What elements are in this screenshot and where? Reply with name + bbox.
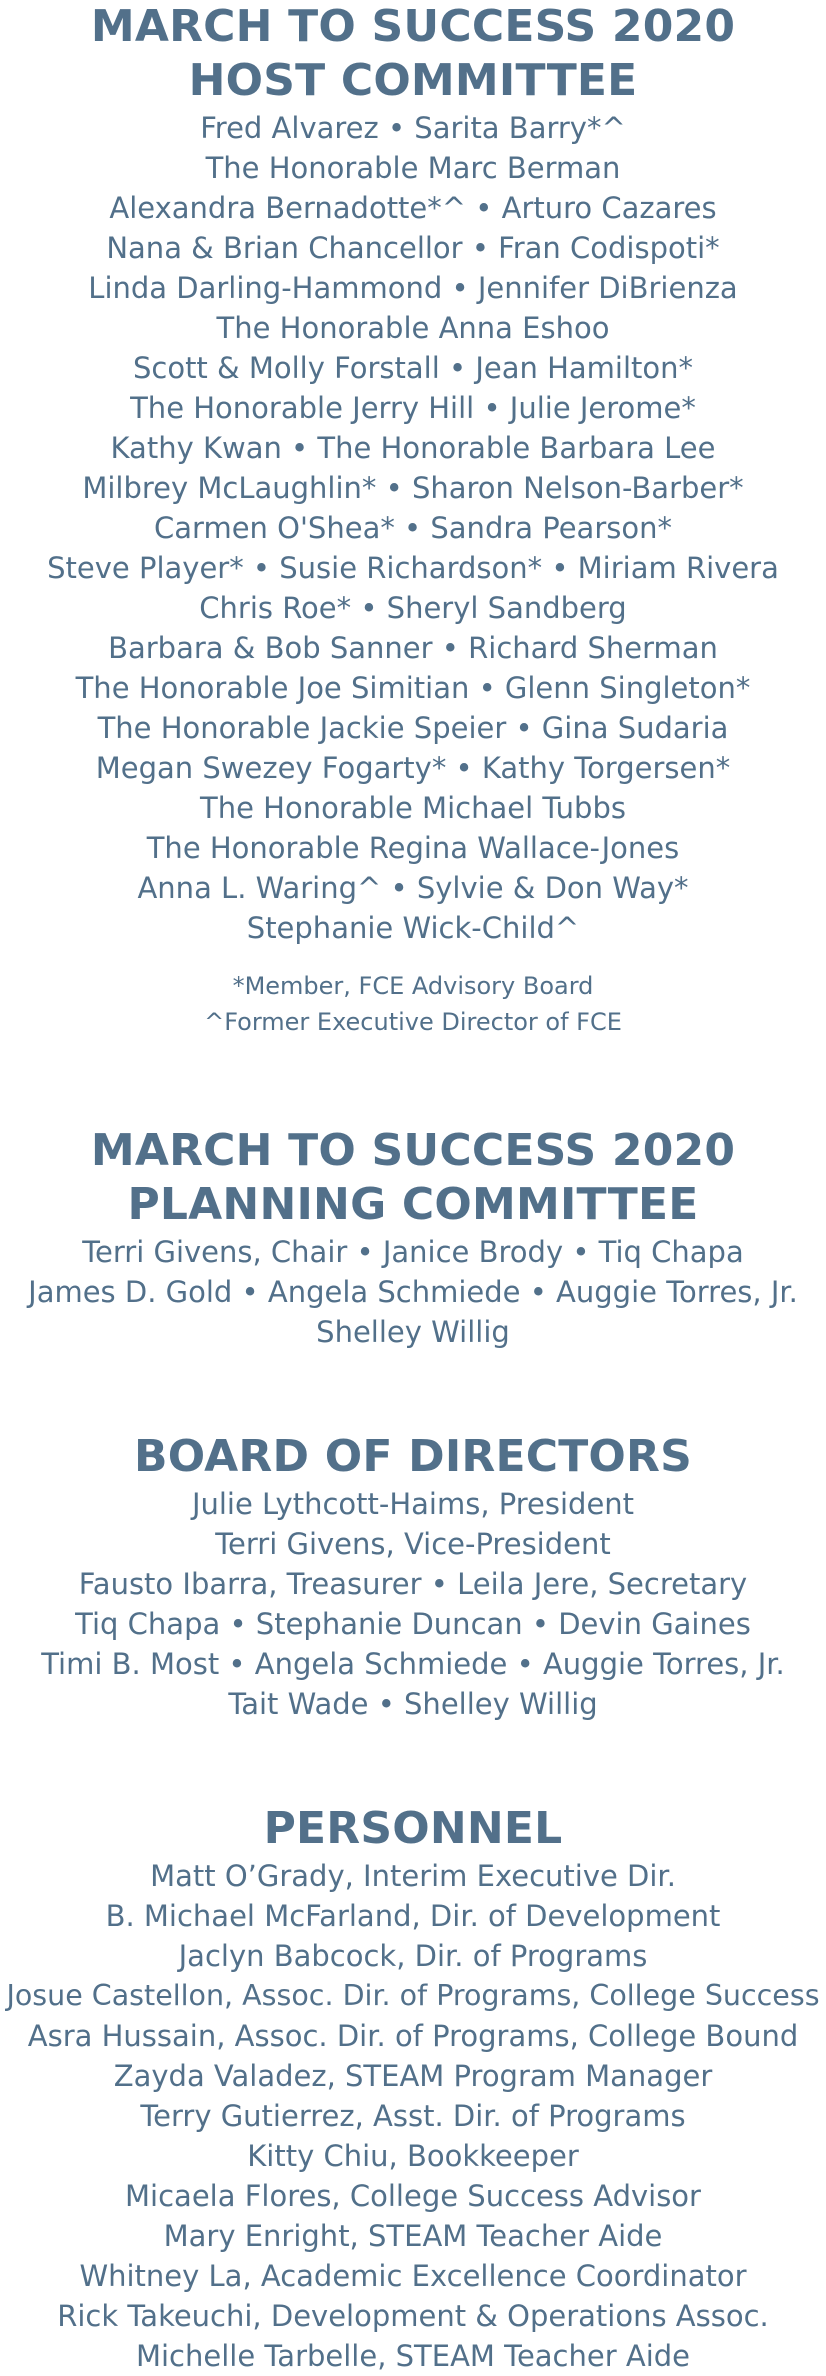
personnel-line: B. Michael McFarland, Dir. of Development [105,1899,721,1933]
board-line: Julie Lythcott-Haims, President [191,1487,635,1521]
host-committee-line: The Honorable Joe Simitian • Glenn Singleton* [75,671,751,705]
personnel-line: Zayda Valadez, STEAM Program Manager [113,2059,713,2093]
planning-committee-line: James D. Gold • Angela Schmiede • Auggie Torres, Jr. [28,1275,798,1309]
host-committee-line: The Honorable Regina Wallace-Jones [146,831,680,865]
personnel-section [0,1802,826,2376]
host-committee-line: Milbrey McLaughlin* • Sharon Nelson-Barber* [82,471,744,505]
host-committee-line: The Honorable Jackie Speier • Gina Sudaria [97,711,729,745]
host-committee-title-line1: MARCH TO SUCCESS 2020 [90,1,736,52]
board-title: BOARD OF DIRECTORS [133,1431,693,1482]
former-director-note: ^Former Executive Director of FCE [204,1008,622,1036]
host-committee-line: The Honorable Marc Berman [205,151,621,185]
board-line: Timi B. Most • Angela Schmiede • Auggie Torres, Jr. [41,1647,785,1681]
host-committee-line: Stephanie Wick-Child^ [246,911,580,945]
host-committee-line: Chris Roe* • Sheryl Sandberg [199,591,627,625]
board-line: Fausto Ibarra, Treasurer • Leila Jere, Secretary [78,1567,748,1601]
planning-committee-title-line2: PLANNING COMMITTEE [127,1179,699,1230]
personnel-line: Jaclyn Babcock, Dir. of Programs [178,1939,648,1973]
board-line: Tiq Chapa • Stephanie Duncan • Devin Gaines [75,1607,751,1641]
personnel-line: Asra Hussain, Assoc. Dir. of Programs, College Bound [27,2019,799,2053]
host-committee-line: Steve Player* • Susie Richardson* • Miriam Rivera [47,551,779,585]
personnel-line: Micaela Flores, College Success Advisor [125,2179,701,2213]
board-list [0,1484,826,1724]
personnel-line: Mary Enright, STEAM Teacher Aide [163,2219,663,2253]
host-committee-line: Carmen O'Shea* • Sandra Pearson* [154,511,672,545]
planning-committee-title-line1: MARCH TO SUCCESS 2020 [90,1125,736,1176]
host-committee-line: Scott & Molly Forstall • Jean Hamilton* [132,351,694,385]
host-committee-line: The Honorable Anna Eshoo [216,311,610,345]
personnel-line: Whitney La, Academic Excellence Coordinator [79,2259,747,2293]
host-committee-line: Alexandra Bernadotte*^ • Arturo Cazares [109,191,717,225]
board-line: Terri Givens, Vice-President [215,1527,611,1561]
personnel-line: Michelle Tarbelle, STEAM Teacher Aide [135,2339,691,2373]
host-committee-title-line2: HOST COMMITTEE [188,55,638,106]
personnel-list [0,1856,826,2376]
host-committee-line: Megan Swezey Fogarty* • Kathy Torgersen* [95,751,731,785]
host-committee-line: The Honorable Michael Tubbs [200,791,626,825]
personnel-title: PERSONNEL [263,1803,563,1854]
board-of-directors-section [0,1430,826,1724]
host-committee-section [0,0,826,1040]
planning-committee-line: Terri Givens, Chair • Janice Brody • Tiq Chapa [82,1235,744,1269]
planning-committee-line: Shelley Willig [316,1315,510,1349]
host-committee-line: Fred Alvarez • Sarita Barry*^ [200,111,626,145]
planning-committee-section [0,1124,826,1352]
personnel-line: Terry Gutierrez, Asst. Dir. of Programs [140,2099,686,2133]
planning-committee-list [0,1232,826,1352]
personnel-line: Kitty Chiu, Bookkeeper [247,2139,579,2173]
board-line: Tait Wade • Shelley Willig [228,1687,598,1721]
host-committee-line: Anna L. Waring^ • Sylvie & Don Way* [137,871,689,905]
host-committee-line: Barbara & Bob Sanner • Richard Sherman [108,631,718,665]
advisory-board-note: *Member, FCE Advisory Board [232,972,594,1000]
host-committee-list [0,108,826,948]
host-committee-line: Kathy Kwan • The Honorable Barbara Lee [110,431,716,465]
personnel-line: Josue Castellon, Assoc. Dir. of Programs, College Success [6,1979,820,2012]
host-committee-line: Nana & Brian Chancellor • Fran Codispoti* [106,231,720,265]
personnel-line: Rick Takeuchi, Development & Operations Assoc. [57,2299,769,2333]
host-committee-notes [0,968,826,1040]
personnel-line: Matt O’Grady, Interim Executive Dir. [150,1859,676,1893]
host-committee-line: The Honorable Jerry Hill • Julie Jerome* [130,391,696,425]
host-committee-line: Linda Darling-Hammond • Jennifer DiBrienza [88,271,738,305]
